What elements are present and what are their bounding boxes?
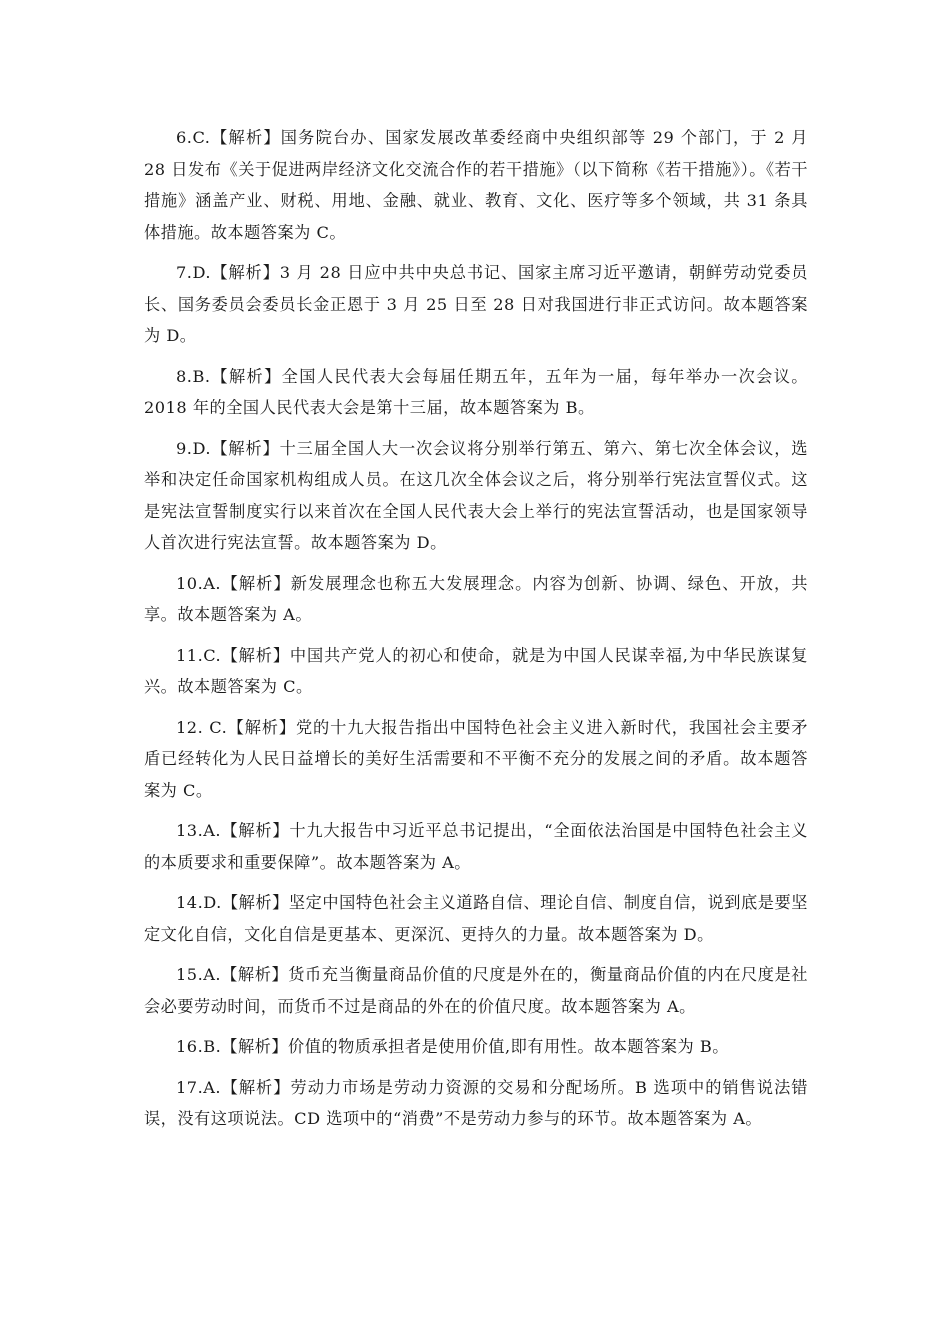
answer-paragraph-9: 9.D.【解析】十三届全国人大一次会议将分别举行第五、第六、第七次全体会议，选举和决定任命国家机构组成人员。在这几次全体会议之后，将分别举行宪法宣誓仪式。这是宪法宣誓制度实行以来首次在全国人民代表大会上举行的宪法宣誓活动，也是国家领导人首次进行宪法宣誓。故本题答案为 D。 bbox=[144, 438, 808, 552]
answer-paragraph-7: 7.D.【解析】3 月 28 日应中共中央总书记、国家主席习近平邀请，朝鲜劳动党委员长、国务委员会委员长金正恩于 3 月 25 日至 28 日对我国进行非正式访问。故本题答案为 D。 bbox=[144, 263, 808, 345]
answer-paragraph-16: 16.B.【解析】价值的物质承担者是使用价值,即有用性。故本题答案为 B。 bbox=[176, 1037, 729, 1056]
answer-paragraph-13: 13.A.【解析】十九大报告中习近平总书记提出，“全面依法治国是中国特色社会主义的本质要求和重要保障”。故本题答案为 A。 bbox=[144, 821, 808, 872]
answer-paragraph-6: 6.C.【解析】国务院台办、国家发展改革委经商中央组织部等 29 个部门，于 2 月 28 日发布《关于促进两岸经济文化交流合作的若干措施》（以下简称《若干措施》）。《若干措施》涵盖产业、财税、用地、金融、就业、教育、文化、医疗等多个领域，共 31 条具体措施。故本题答案为 C。 bbox=[144, 128, 808, 242]
answer-paragraph-10: 10.A.【解析】新发展理念也称五大发展理念。内容为创新、协调、绿色、开放，共享。故本题答案为 A。 bbox=[144, 573, 808, 624]
answer-paragraph-11: 11.C.【解析】中国共产党人的初心和使命，就是为中国人民谋幸福,为中华民族谋复兴。故本题答案为 C。 bbox=[144, 645, 808, 696]
answer-paragraph-15: 15.A.【解析】货币充当衡量商品价值的尺度是外在的，衡量商品价值的内在尺度是社会必要劳动时间，而货币不过是商品的外在的价值尺度。故本题答案为 A。 bbox=[144, 965, 808, 1016]
document-page bbox=[144, 122, 808, 1144]
answer-paragraph-8: 8.B.【解析】全国人民代表大会每届任期五年，五年为一届，每年举办一次会议。2018 年的全国人民代表大会是第十三届，故本题答案为 B。 bbox=[144, 366, 808, 417]
answer-paragraph-17: 17.A.【解析】劳动力市场是劳动力资源的交易和分配场所。B 选项中的销售说法错误，没有这项说法。CD 选项中的“消费”不是劳动力参与的环节。故本题答案为 A。 bbox=[144, 1077, 808, 1128]
answer-paragraph-12: 12. C.【解析】党的十九大报告指出中国特色社会主义进入新时代，我国社会主要矛盾已经转化为人民日益增长的美好生活需要和不平衡不充分的发展之间的矛盾。故本题答案为 C。 bbox=[144, 717, 808, 800]
answer-paragraph-14: 14.D.【解析】坚定中国特色社会主义道路自信、理论自信、制度自信，说到底是要坚定文化自信，文化自信是更基本、更深沉、更持久的力量。故本题答案为 D。 bbox=[144, 893, 808, 944]
